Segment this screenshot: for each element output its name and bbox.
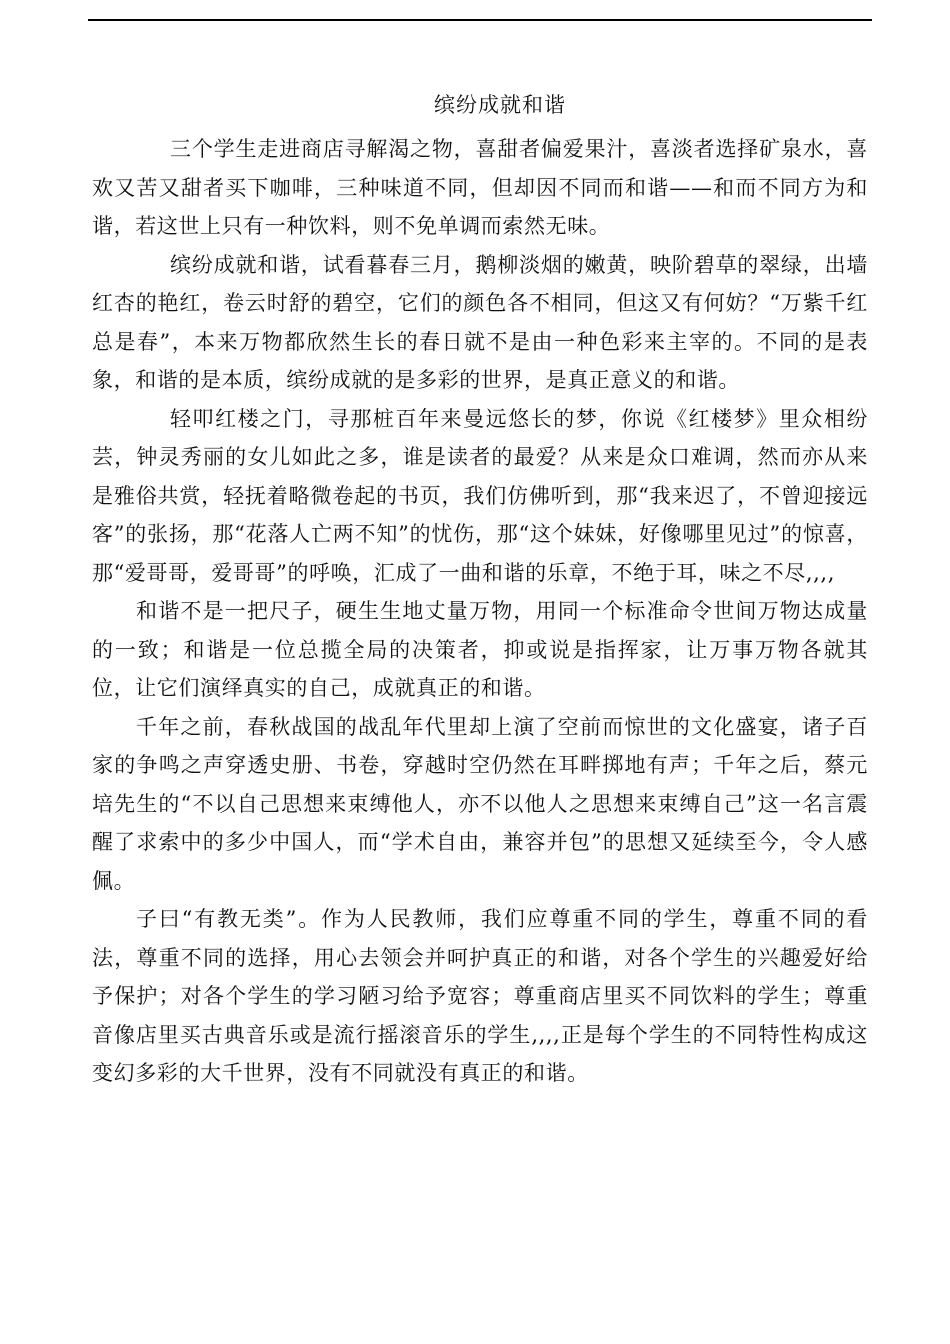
paragraph-2: 缤纷成就和谐，试看暮春三月，鹅柳淡烟的嫩黄，映阶碧草的翠绿，出墙红杏的艳红，卷云时舒的碧空，它们的颜色各不相同，但这又有何妨？“万紫千红总是春”，本来万物都欣然生长的春日就不是由一种色彩来主宰的。不同的是表象，和谐的是本质，缤纷成就的是多彩的世界，是真正意义的和谐。 [92, 252, 868, 392]
document-body [92, 130, 868, 1093]
paragraph-6: 子曰“有教无类”。作为人民教师，我们应尊重不同的学生，尊重不同的看法，尊重不同的选择，用心去领会并呵护真正的和谐，对各个学生的兴趣爱好给予保护；对各个学生的学习陋习给予宽容；尊重商店里买不同饮料的学生；尊重音像店里买古典音乐或是流行摇滚音乐的学生,,,,正是每个学生的不同特性构成这变幻多彩的大千世界，没有不同就没有真正的和谐。 [92, 907, 868, 1085]
paragraph-3: 轻叩红楼之门，寻那桩百年来曼远悠长的梦，你说《红楼梦》里众相纷芸，钟灵秀丽的女儿如此之多，谁是读者的最爱？从来是众口难调，然而亦从来是雅俗共赏，轻抚着略微卷起的书页，我们仿佛听到，那“我来迟了，不曾迎接远客”的张扬，那“花落人亡两不知”的忧伤，那“这个妹妹，好像哪里见过”的惊喜，那“爱哥哥，爱哥哥”的呼唤，汇成了一曲和谐的乐章，不绝于耳，味之不尽,,,, [92, 406, 868, 585]
page-title: 缤纷成就和谐 [434, 93, 566, 117]
paragraph-1: 三个学生走进商店寻解渴之物，喜甜者偏爱果汁，喜淡者选择矿泉水，喜欢又苦又甜者买下咖啡，三种味道不同，但却因不同而和谐——和而不同方为和谐，若这世上只有一种饮料，则不免单调而索然无味。 [92, 137, 868, 238]
paragraph-4: 和谐不是一把尺子，硬生生地丈量万物，用同一个标准命令世间万物达成量的一致；和谐是一位总揽全局的决策者，抑或说是指挥家，让万事万物各就其位，让它们演绎真实的自己，成就真正的和谐。 [92, 599, 868, 700]
paragraph-5: 千年之前，春秋战国的战乱年代里却上演了空前而惊世的文化盛宴，诸子百家的争鸣之声穿透史册、书卷，穿越时空仍然在耳畔掷地有声；千年之后，蔡元培先生的“不以自己思想来束缚他人，亦不以他人之思想来束缚自己”这一名言震醒了求索中的多少中国人，而“学术自由，兼容并包”的思想又延续至今，令人感佩。 [92, 714, 868, 893]
header-rule [88, 19, 872, 21]
